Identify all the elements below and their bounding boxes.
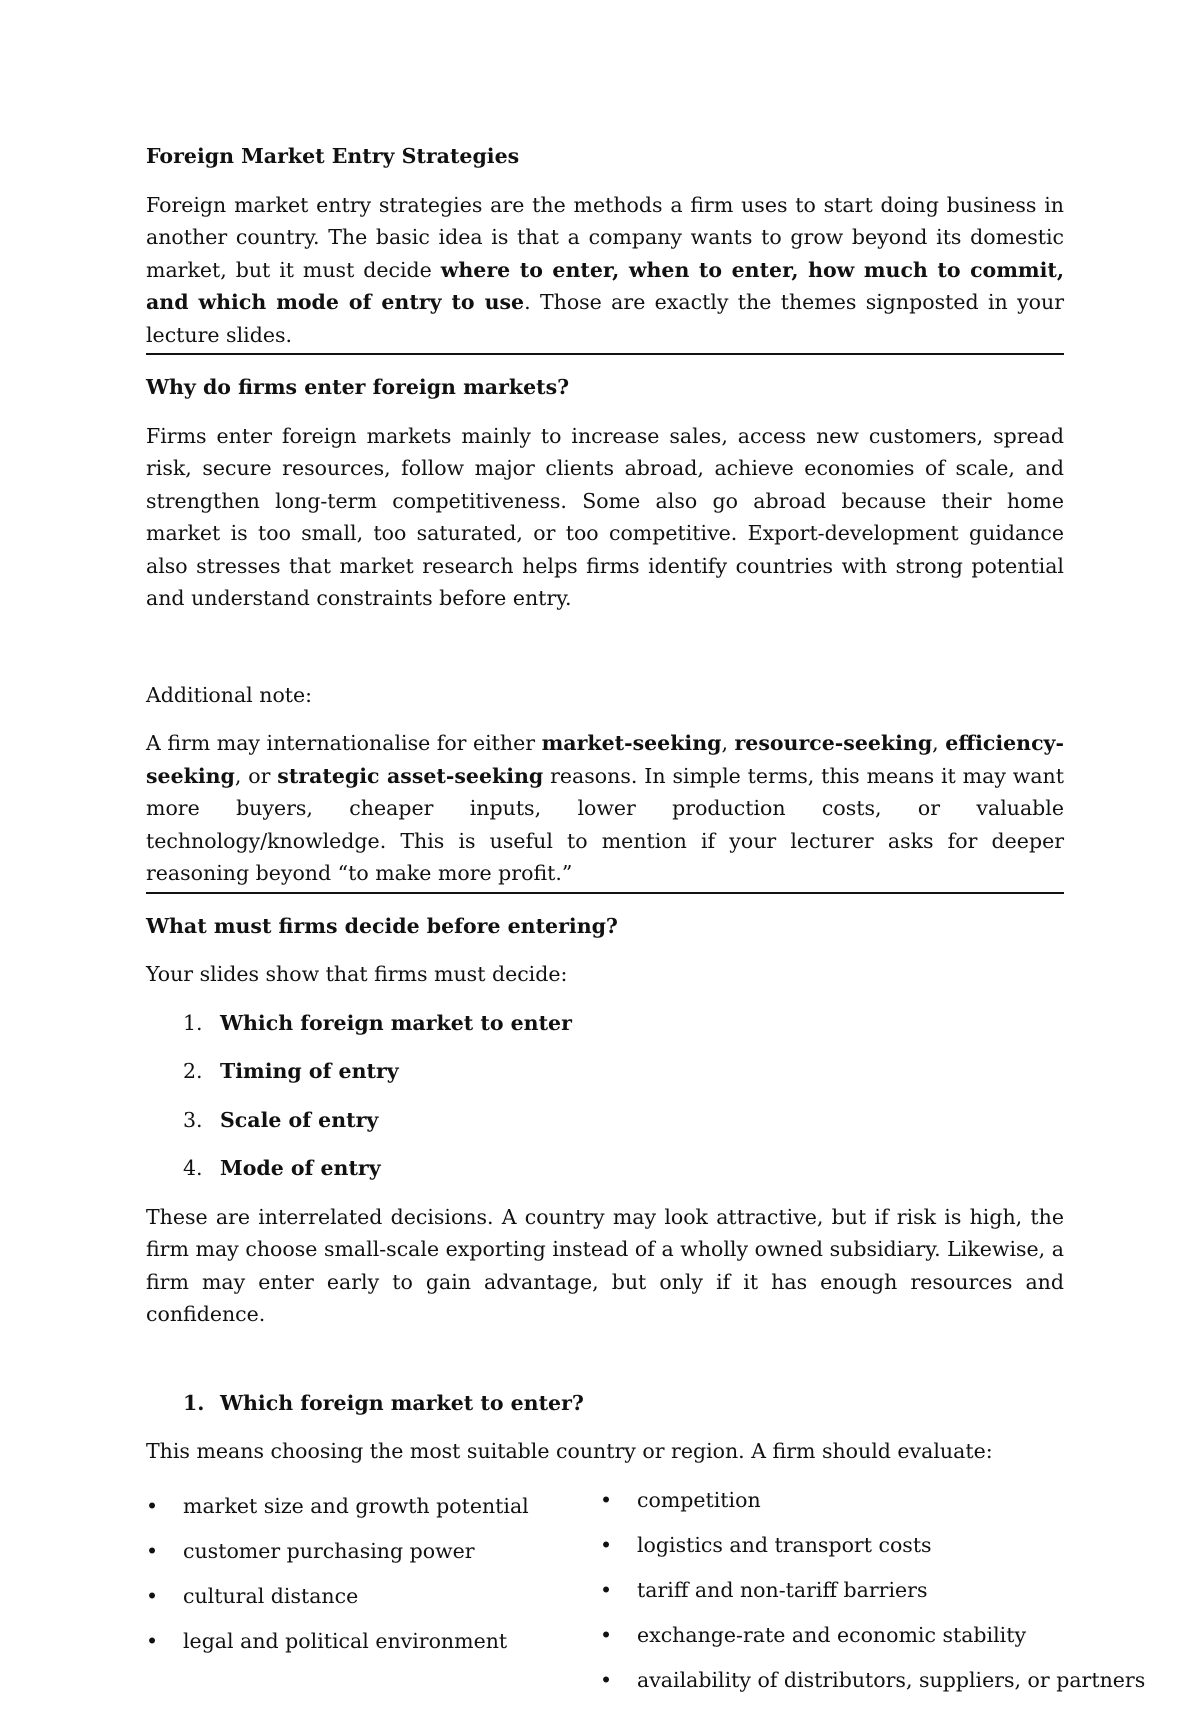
spacer <box>146 1347 1064 1387</box>
list-item: • market size and growth potential <box>146 1490 586 1523</box>
note-text: , or <box>234 763 278 788</box>
decide-heading: What must firms decide before entering? <box>146 913 618 938</box>
list-number: 3. <box>183 1107 203 1132</box>
list-item: • competition <box>600 1484 1080 1517</box>
section1-intro: This means choosing the most suitable country or region. A firm should evaluate: <box>146 1439 993 1463</box>
decide-intro: Your slides show that firms must decide: <box>146 962 568 986</box>
criteria-list-right <box>600 1484 1146 1709</box>
intro-text: Foreign market entry strategies are the methods a firm uses to start doing business in another country. The basic idea is that a company wants to grow beyond its domestic market, but it must decide <box>146 192 1064 282</box>
list-number: 2. <box>183 1059 203 1083</box>
decision-label: Scale of entry <box>220 1107 379 1132</box>
note-bold-efficiency-seeking: efficiency-seeking <box>146 731 1064 788</box>
section-number: 1. <box>183 1390 205 1415</box>
section-title: Which foreign market to enter? <box>220 1390 584 1415</box>
document-title: Foreign Market Entry Strategies <box>146 144 520 168</box>
why-heading: Why do firms enter foreign markets? <box>146 375 570 399</box>
why-paragraph: Firms enter foreign markets mainly to increase sales, access new customers, spread risk, secure resources, follow major clients abroad, achieve economies of scale, and strengthen long-term competitiveness. Some also go abroad because their home market is too small, too saturated, or too competitive. Export-development guidance also stresses that market research helps firms identify countries with strong potential and understand constraints before entry. <box>146 423 1064 610</box>
document-page <box>146 140 1146 1692</box>
list-item: • cultural distance <box>146 1580 586 1613</box>
decision-item <box>146 1152 1064 1185</box>
decision-label: Mode of entry <box>220 1156 381 1180</box>
note-text: , <box>721 731 735 755</box>
decide-paragraph: These are interrelated decisions. A country may look attractive, but if risk is high, the firm may choose small-scale exporting instead of a wholly owned subsidiary. Likewise, a firm may enter early to gain advantage, but only if it has enough resources and confidence. <box>146 1204 1064 1326</box>
spacer <box>146 631 1064 679</box>
decision-list <box>146 1007 1064 1185</box>
intro-paragraph <box>146 189 1064 356</box>
criteria-list-left <box>146 1490 586 1670</box>
list-item: • exchange-rate and economic stability <box>600 1619 1080 1652</box>
note-text: reasons. In simple terms, this means it may want more buyers, cheaper inputs, lower production costs, or valuable technology/knowledge. This is useful to mention if your lecturer asks for deeper reasoning beyond “to make more profit.” <box>146 763 1064 885</box>
list-item: • logistics and transport costs <box>600 1529 1080 1562</box>
decision-item <box>146 1007 1064 1040</box>
list-item: • customer purchasing power <box>146 1535 586 1568</box>
decision-item <box>146 1055 1064 1088</box>
note-bold-strategic-asset-seeking: strategic asset-seeking <box>277 763 544 788</box>
decision-item <box>146 1104 1064 1137</box>
note-bold-market-seeking: market-seeking <box>541 731 722 755</box>
list-number: 1. <box>183 1010 203 1035</box>
list-item: • availability of distributors, suppliers, or partners <box>600 1664 1080 1697</box>
additional-note-paragraph <box>146 727 1064 894</box>
list-item: • tariff and non-tariff barriers <box>600 1574 1080 1607</box>
decision-label: Which foreign market to enter <box>220 1010 572 1035</box>
note-text: A firm may internationalise for either <box>146 731 542 755</box>
list-item: • legal and political environment <box>146 1625 586 1658</box>
decision-label: Timing of entry <box>220 1059 399 1083</box>
intro-text-end: . Those are exactly the themes signposted in your lecture slides. <box>146 290 1065 347</box>
list-number: 4. <box>183 1156 203 1180</box>
section1-heading <box>146 1387 1064 1420</box>
additional-note-label: Additional note: <box>146 682 313 707</box>
intro-bold-text: where to enter, when to enter, how much to commit, and which mode of entry to use <box>146 257 1065 314</box>
note-text: , <box>932 731 946 755</box>
note-bold-resource-seeking: resource-seeking <box>734 731 933 755</box>
evaluation-criteria <box>146 1484 1146 1692</box>
